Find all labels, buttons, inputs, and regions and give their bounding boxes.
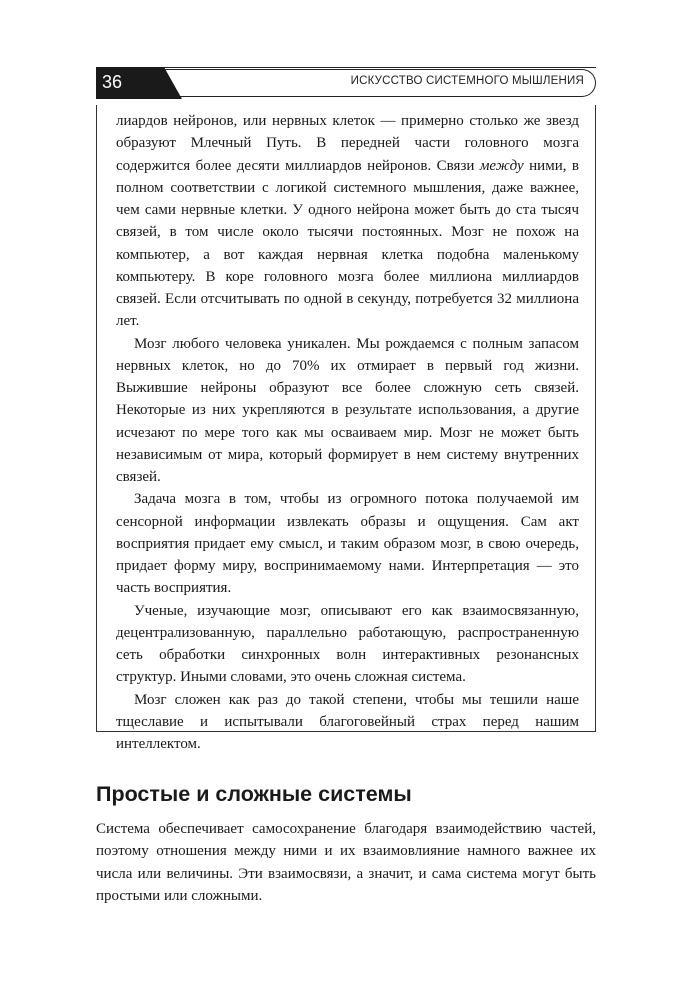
box-paragraph-1-start: лиардов нейронов, или нервных клеток — примерно столько же звезд образуют Млечный Путь. В передней части головного мозга содержится более десяти миллиардов нейронов. Связи [116, 113, 579, 174]
box-paragraph-4: Ученые, изучающие мозг, описывают его как взаимосвязанную, децентрализованную, параллельно работающую, распространенную сеть обработки синхронных волн интерактивных резонансных структур. Иными словами, это очень сложная система. [116, 602, 579, 686]
body-paragraph: Система обеспечивает самосохранение благодаря взаимодействию частей, поэтому отношения между ними и их взаимовлияние намного важнее их числа или величины. Эти взаимосвязи, а значит, и сама система могут быть простыми или сложными. [96, 821, 596, 904]
running-header [96, 67, 596, 99]
box-paragraph-1-end: ними, в полном соответствии с логикой системного мышления, даже важнее, чем сами нервные клетки. У одного нейрона может быть до ста тысяч связей, в том числе около тысячи постоянных. Мозг не похож на компьютер, а вот каждая нервная клетка подобна маленькому компьютеру. В коре головного мозга более миллиона миллиардов связей. Если отсчитывать по одной в секунду, потребуется 32 миллиона лет. [116, 157, 579, 330]
page-number: 36 [102, 72, 123, 92]
box-paragraph-1 [116, 110, 579, 333]
section-heading: Простые и сложные системы [96, 782, 412, 806]
box-paragraph-2: Мозг любого человека уникален. Мы рождаемся с полным запасом нервных клеток, но до 70% их отмирает в первый год жизни. Выжившие нейроны образуют все более сложную сеть связей. Некоторые из них укрепляются в результате использования, а другие исчезают по мере того как мы осваиваем мир. Мозг не может быть независимым от мира, который формирует в нем систему внутренних связей. [116, 335, 579, 485]
box-paragraph-3: Задача мозга в том, чтобы из огромного потока получаемой им сенсорной информации извлекать образы и ощущения. Сам акт восприятия придает ему смысл, и таким образом мозг, в свою очередь, придает форму миру, воспринимаемому нами. Интерпретация — это часть восприятия. [116, 491, 579, 597]
emphasis-word: между [479, 157, 524, 174]
sidebar-box-text [116, 110, 579, 755]
box-paragraph-5: Мозг сложен как раз до такой степени, чтобы мы тешили наше тщеславие и испытывали благоговейный страх перед нашим интеллектом. [116, 691, 579, 752]
running-title: ИСКУССТВО СИСТЕМНОГО МЫШЛЕНИЯ [350, 75, 584, 87]
sidebar-box [96, 105, 596, 752]
